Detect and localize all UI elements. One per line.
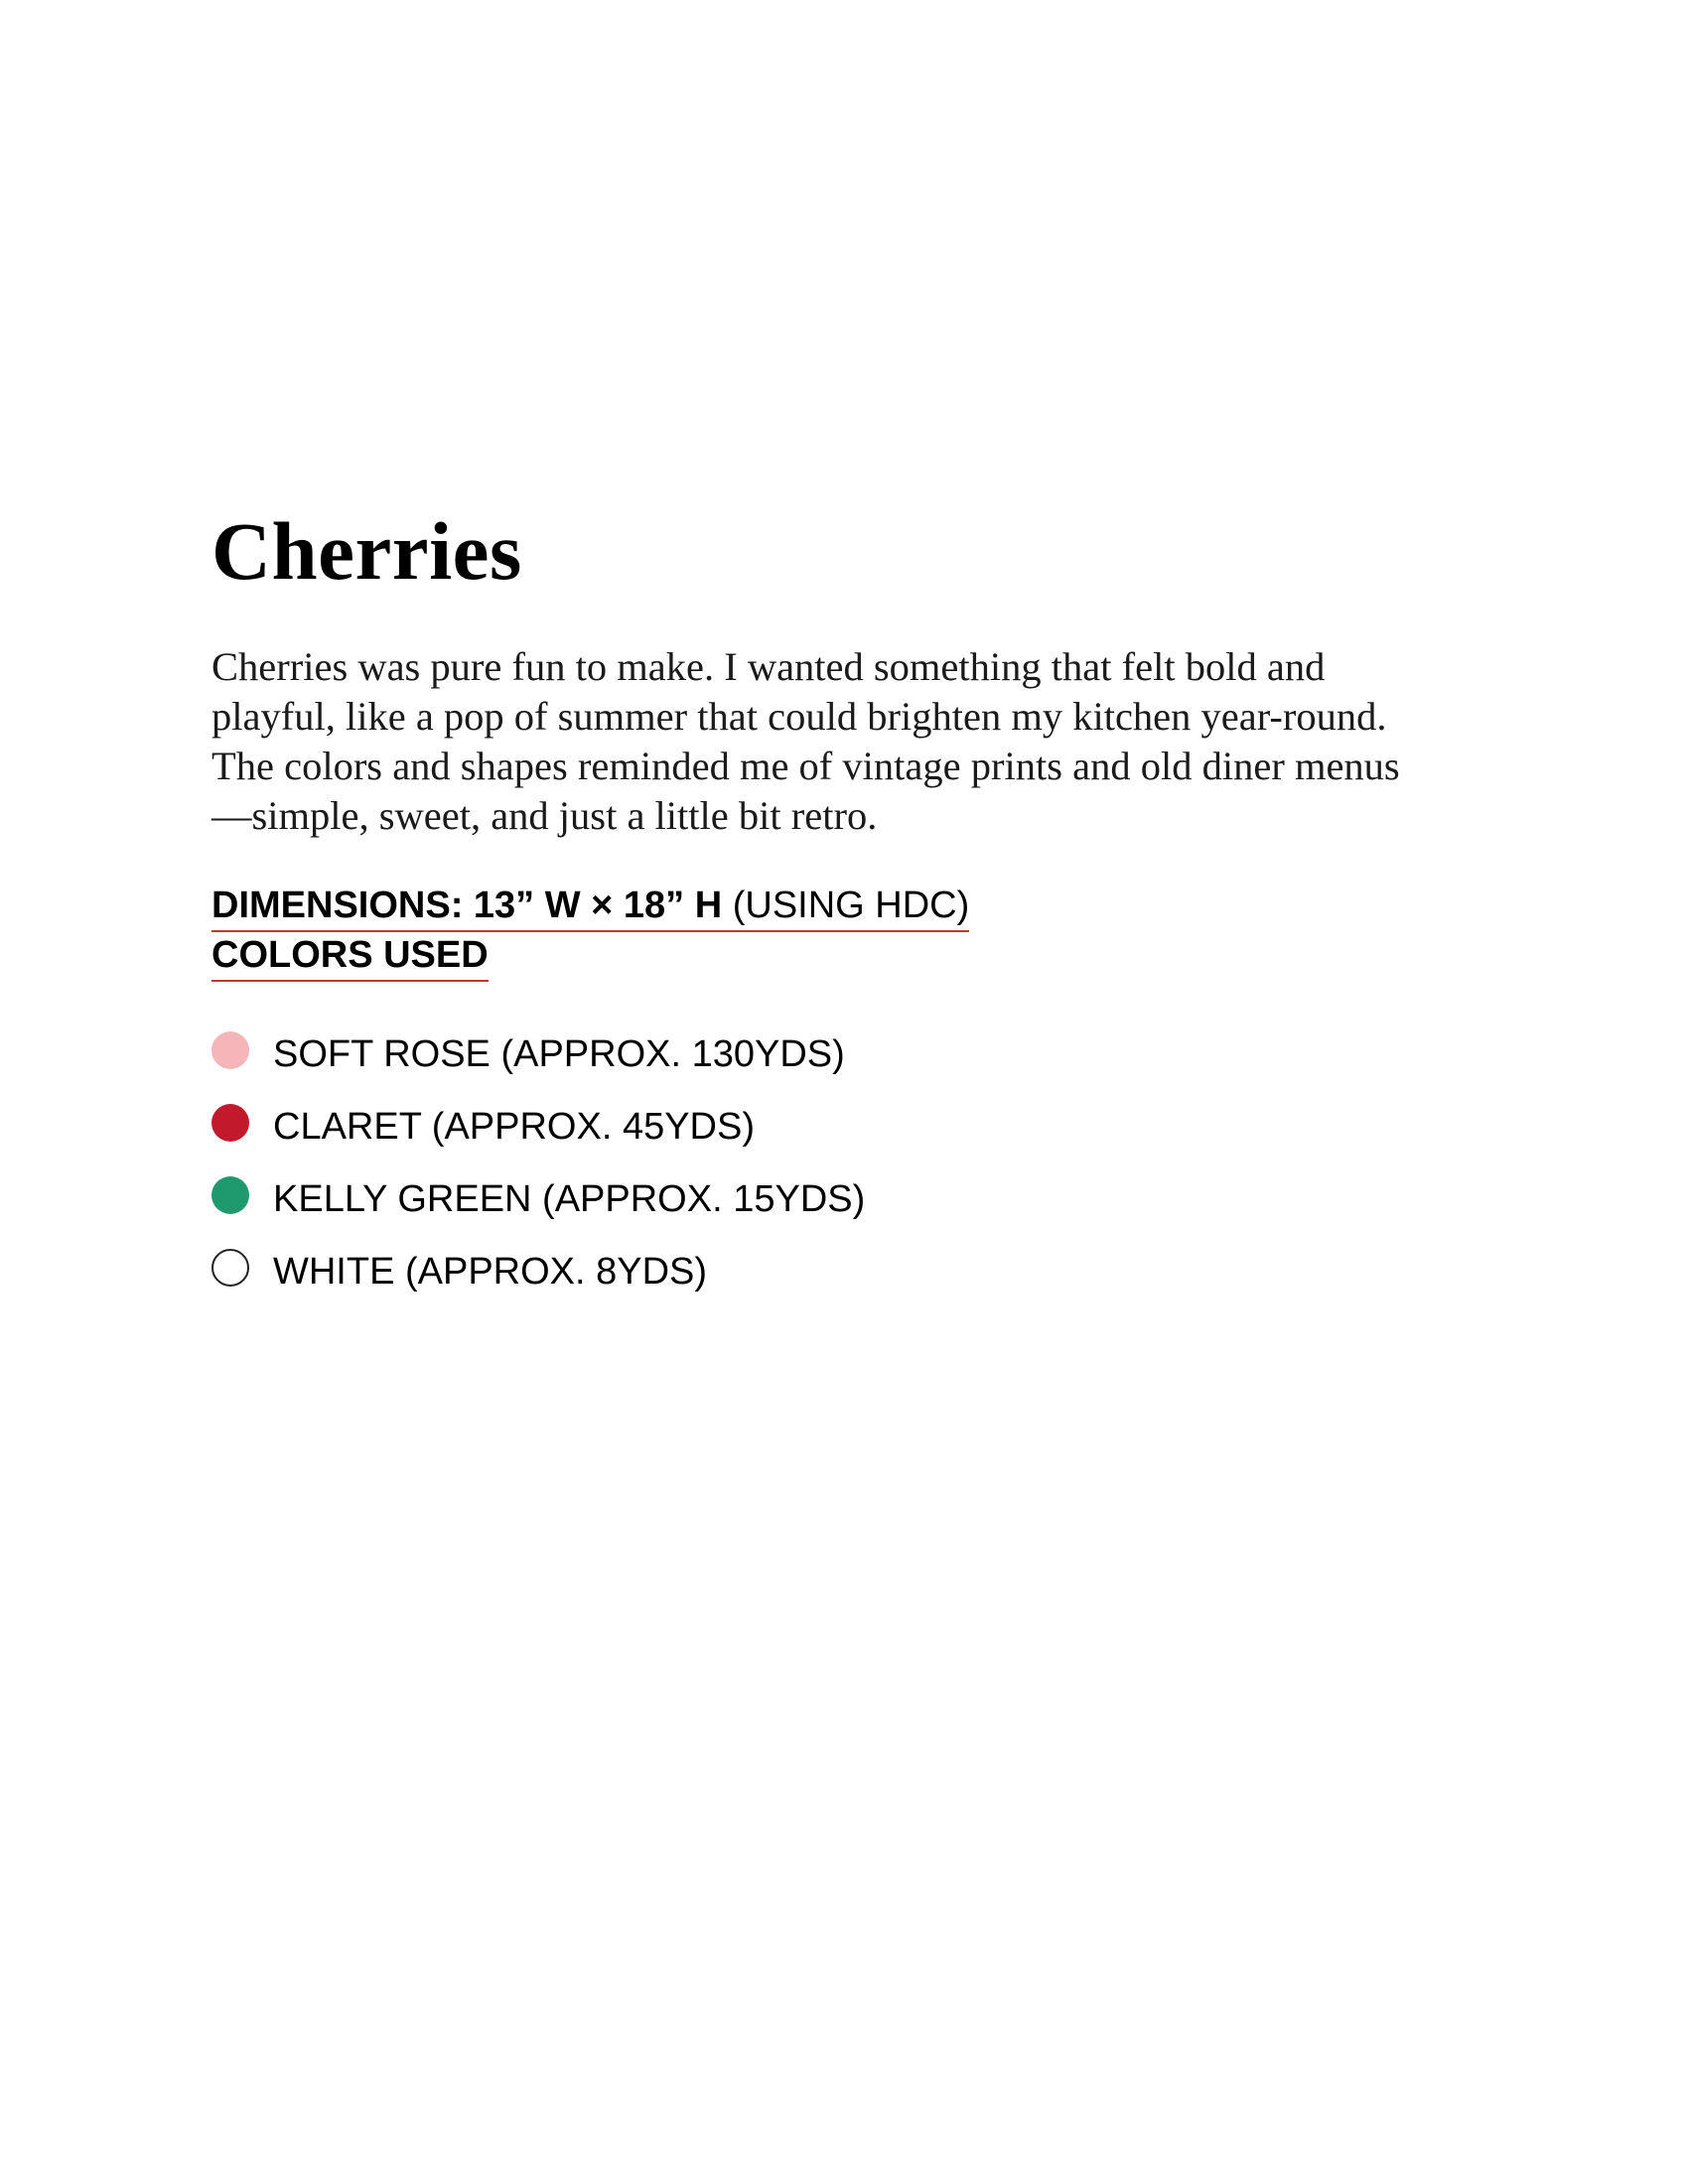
soft-rose-swatch-icon (211, 1031, 249, 1069)
claret-swatch-icon (211, 1104, 249, 1142)
color-label: SOFT ROSE (APPROX. 130YDS) (273, 1032, 845, 1075)
color-label: WHITE (APPROX. 8YDS) (273, 1250, 708, 1293)
colors-list (211, 1018, 1502, 1307)
list-item (211, 1235, 1502, 1307)
intro-paragraph (211, 642, 1463, 841)
dimensions-label: DIMENSIONS: 13” W × 18” H (211, 885, 723, 926)
intro-line: The colors and shapes reminded me of vintage prints and old diner menus (211, 744, 1400, 788)
dimensions-row (211, 881, 1502, 930)
white-swatch-icon (211, 1249, 249, 1287)
color-label: KELLY GREEN (APPROX. 15YDS) (273, 1177, 866, 1220)
pattern-content (211, 501, 1502, 1307)
page-title: Cherries (211, 505, 522, 597)
spec-block (211, 881, 1502, 980)
kelly-green-swatch-icon (211, 1176, 249, 1214)
list-item (211, 1018, 1502, 1090)
intro-line: —simple, sweet, and just a little bit retro. (211, 793, 878, 838)
colors-used-heading: COLORS USED (211, 930, 489, 982)
dimensions-note: (USING HDC) (722, 885, 970, 926)
colors-heading-row (211, 930, 1502, 980)
list-item (211, 1162, 1502, 1235)
intro-line: Cherries was pure fun to make. I wanted something that felt bold and (211, 644, 1326, 689)
dimensions-heading (211, 881, 969, 932)
list-item (211, 1090, 1502, 1162)
color-label: CLARET (APPROX. 45YDS) (273, 1105, 756, 1148)
intro-line: playful, like a pop of summer that could brighten my kitchen year-round. (211, 694, 1387, 739)
